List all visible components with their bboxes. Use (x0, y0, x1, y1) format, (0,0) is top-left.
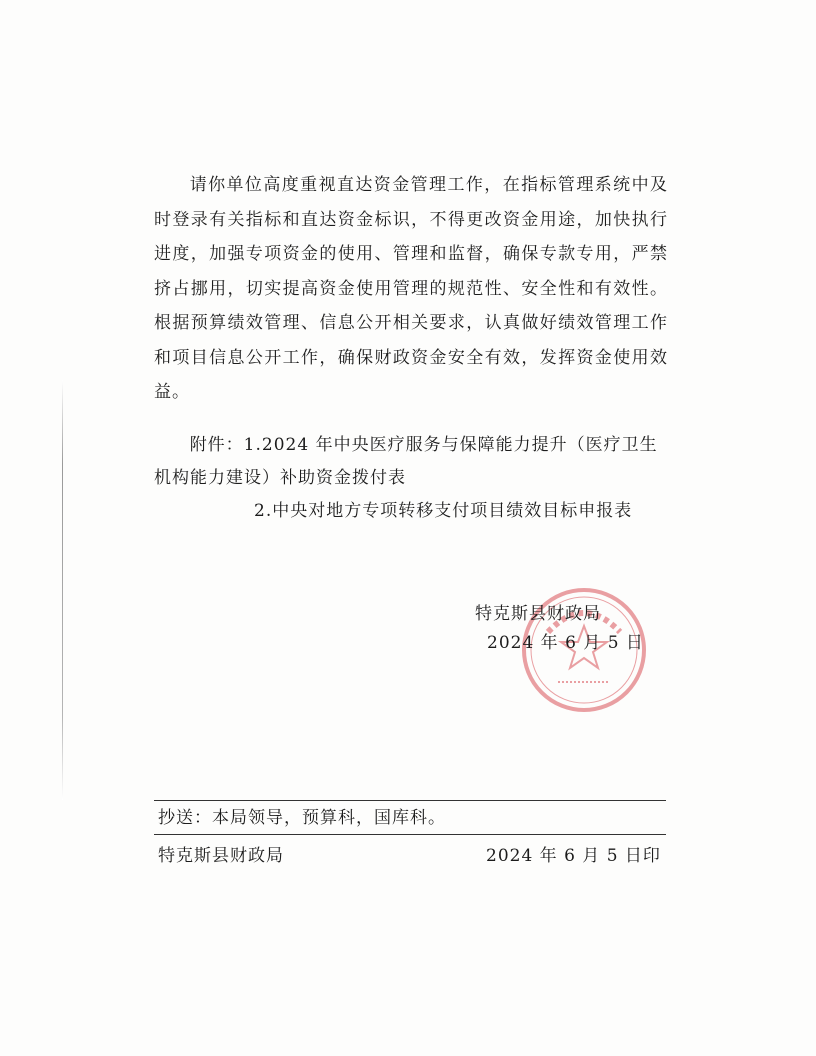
attachment-list (154, 429, 674, 528)
footer-top-rule (154, 800, 666, 801)
footer-print-date: 2024 年 6 月 5 日印 (486, 846, 661, 866)
body-text-block (154, 168, 668, 410)
body-paragraph: 请你单位高度重视直达资金管理工作，在指标管理系统中及时登录有关指标和直达资金标识，不得更改资金用途，加快执行进度，加强专项资金的使用、管理和监督，确保专款专用，严禁挤占挪用，切实提高资金使用管理的规范性、安全性和有效性。根据预算绩效管理、信息公开相关要求，认真做好绩效管理工作和项目信息公开工作，确保财政资金安全有效，发挥资金使用效益。 (154, 175, 668, 402)
signature-date: 2024 年 6 月 5 日 (487, 633, 644, 653)
attachment-item-1: 附件：1.2024 年中央医疗服务与保障能力提升（医疗卫生机构能力建设）补助资金拨付表 (154, 435, 658, 488)
attachment-item-2: 2.中央对地方专项转移支付项目绩效目标申报表 (254, 501, 633, 521)
scan-edge-mark (62, 380, 63, 800)
signature-block (475, 600, 644, 658)
signature-organization: 特克斯县财政局 (475, 604, 601, 624)
footer-middle-rule (154, 834, 666, 835)
footer-issuer: 特克斯县财政局 (158, 846, 284, 866)
cc-line: 抄送：本局领导，预算科，国库科。 (158, 808, 446, 828)
